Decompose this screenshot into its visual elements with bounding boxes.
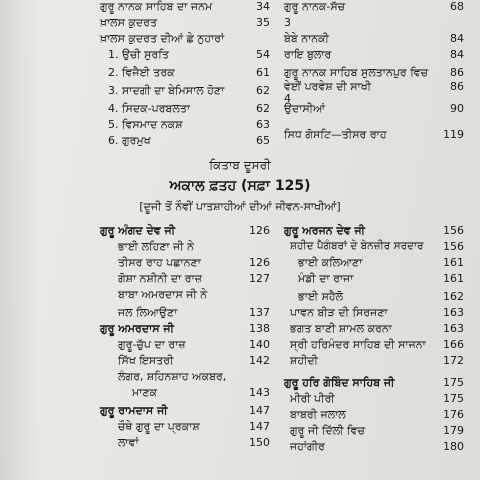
toc-page-number: 163 [443,322,464,335]
toc-page-number: 179 [443,424,464,437]
toc-page-number: 119 [443,128,464,141]
toc-page-number: 163 [443,306,464,319]
toc-page-number: 61 [256,66,270,79]
toc-page-number: 176 [443,408,464,421]
toc-page-number: 86 [450,66,464,79]
toc-entry: ਬਾਬਰੀ ਜਲਾਲ [290,408,346,421]
toc-page-number: 142 [249,354,270,367]
toc-entry: ਗੋਸ਼ਾ ਨਸ਼ੀਨੀ ਦਾ ਰਾਜ਼ [118,272,202,285]
toc-page-number: 161 [443,272,464,285]
toc-page-number: 62 [256,102,270,115]
toc-page-number: 65 [256,134,270,147]
toc-guru-heading: ਗੁਰੂ ਹਰਿ ਗੋਬਿੰਦ ਸਾਹਿਬ ਜੀ [284,376,395,389]
toc-page-number: 54 [256,48,270,61]
toc-entry: ਪਾਵਨ ਬੀੜ ਦੀ ਸਿਰਜਣਾ [290,306,388,319]
toc-entry: ਗੁਰੂ ਜੀ ਦਿੱਲੀ ਵਿਚ [290,424,365,437]
toc-page-number: 180 [443,440,464,453]
toc-entry: ਜਹਾਂਗੀਰ [290,440,325,453]
toc-page-number: 150 [249,436,270,449]
toc-page-number: 35 [256,16,270,29]
toc-page-number: 156 [443,240,464,253]
toc-entry: ਰਾਇ ਬੁਲਾਰ [284,48,332,61]
toc-page-number: 84 [450,32,464,45]
toc-entry: ਸ਼ਹੀਦੀ [290,354,318,367]
toc-entry: 5. ਵਿਸਮਾਦ ਨਕਸ਼ [108,118,183,131]
toc-page-number: 147 [249,420,270,433]
toc-page-number: 86 [450,80,464,93]
toc-page-number: 126 [249,224,270,237]
toc-entry: ਉਦਾਸੀਆਂ [284,102,326,115]
toc-entry: ਲੰਗਰ, ਸ਼ਹਿਨਸ਼ਾਹ ਅਕਬਰ, [118,370,227,383]
toc-entry: ਗੁਰੂ-ਚੁੱਪ ਦਾ ਰਾਜ਼ [118,338,186,351]
toc-section-number: 4 [284,92,291,105]
toc-entry: ਸ੍ਰੀ ਹਰਿਮੰਦਰ ਸਾਹਿਬ ਦੀ ਸਾਜਨਾ [290,338,426,351]
toc-page-number: 161 [443,256,464,269]
toc-guru-heading: ਗੁਰੂ ਅਰਜਨ ਦੇਵ ਜੀ [284,224,365,237]
toc-entry: ਚੌਥੇ ਗੁਰੂ ਦਾ ਪ੍ਰਕਾਸ਼ [118,420,200,433]
toc-page-number: 140 [249,338,270,351]
toc-guru-heading: ਗੁਰੂ ਅੰਗਦ ਦੇਵ ਜੀ [100,224,176,237]
toc-entry: ਮੀਰੀ ਪੀਰੀ [290,392,335,405]
toc-entry: 3. ਸਾਦਗੀ ਦਾ ਬੇਮਿਸਾਲ ਹੋਣਾ [108,84,225,97]
book-label: ਕਿਤਾਬ ਦੂਸਰੀ [209,158,271,172]
toc-entry: ਸਿੱਖ ਇਸਤਰੀ [118,354,174,367]
toc-entry: ਸ਼ਹੀਦ ਪੈਗੰਬਰਾਂ ਦੇ ਬੇਨਜ਼ੀਰ ਸਰਦਾਰ [290,240,424,252]
toc-entry: ਗੁਰੂ ਨਾਨਕ ਸਾਹਿਬ ਦਾ ਜਨਮ [100,0,213,13]
toc-entry: ਭਗਤ ਬਾਣੀ ਸ਼ਾਮਲ ਕਰਨਾ [290,322,392,335]
toc-page-number: 156 [443,224,464,237]
toc-page-number: 172 [443,354,464,367]
toc-page-number: 166 [443,338,464,351]
toc-entry: ਗੁਰੂ ਨਾਨਕ ਸਾਹਿਬ ਸੁਲਤਾਨਪੁਰ ਵਿਚ [284,66,429,79]
toc-entry: ਭਾਈ ਸਹੈਲੋ [298,290,344,303]
toc-entry: ਮੰਡੀ ਦਾ ਰਾਜਾ [298,272,354,285]
toc-page-number: 90 [450,102,464,115]
toc-page-number: 162 [443,290,464,303]
toc-page-number: 63 [256,118,270,131]
toc-entry: ਬੇਬੇ ਨਾਨਕੀ [284,32,329,45]
book-title: ਅਕਾਲ ਫ਼ਤਹ (ਸਫ਼ਾ 125) [169,178,311,194]
toc-page-number: 147 [249,404,270,417]
toc-entry: ਜਲ ਲਿਆਉਣਾ [118,306,178,319]
toc-guru-heading: ਗੁਰੂ ਰਾਮਦਾਸ ਜੀ [100,404,168,417]
toc-entry: ਤੀਸਰ ਰਾਹ ਪਛਾਨਣਾ [118,256,201,269]
toc-section-number: 3 [284,16,291,29]
toc-entry: 2. ਵਿਜੈਈ ਤਰਕ [108,66,175,79]
toc-page-number: 143 [249,386,270,399]
toc-entry: ਗੁਰੂ ਨਾਨਕ-ਸੱਚ [284,0,346,13]
toc-entry: ਖ਼ਾਲਸ ਕੁਦਰਤ [100,16,158,29]
toc-page-number: 127 [249,272,270,285]
toc-entry: ਭਾਈ ਲਹਿਣਾ ਜੀ ਨੇ [118,240,194,253]
toc-page-number: 175 [443,376,464,389]
toc-entry: ਵੇਈਂ ਪਰਵੇਸ਼ ਦੀ ਸਾਖੀ [284,80,372,93]
page-gutter-shadow [0,0,40,480]
book-subtitle: [ਦੂਜੀ ਤੋਂ ਨੌਵੀਂ ਪਾਤਸ਼ਾਹੀਆਂ ਦੀਆਂ ਜੀਵਨ-ਸਾਖੀਆਂ] [139,200,341,213]
toc-page-number: 138 [249,322,270,335]
toc-guru-heading: ਗੁਰੂ ਅਮਰਦਾਸ ਜੀ [100,322,174,335]
toc-page-number: 84 [450,48,464,61]
toc-page-number: 34 [256,0,270,13]
toc-entry: 6. ਗੁਰਮੁਖ [108,134,151,147]
toc-page-number: 175 [443,392,464,405]
toc-entry: ਖ਼ਾਲਸ ਕੁਦਰਤ ਦੀਆਂ ਛੇ ਨੁਹਾਰਾਂ [100,32,225,45]
toc-entry: ਮਾਣਕ [132,386,158,399]
toc-entry: ਭਾਈ ਕਲਿਆਣਾ [298,256,363,269]
toc-entry: ਬਾਬਾ ਅਮਰਦਾਸ ਜੀ ਨੇ [118,288,208,301]
toc-page-number: 126 [249,256,270,269]
toc-entry: 1. ਉਚੀ ਸੁਰਤਿ [108,48,169,61]
toc-entry: ਲਾਵਾਂ [118,436,139,449]
toc-page-number: 137 [249,306,270,319]
toc-entry: ਸਿਧ ਗੋਸਟਿ—ਤੀਸਰ ਰਾਹ [284,128,387,141]
toc-page-number: 68 [450,0,464,13]
toc-page-number: 62 [256,84,270,97]
toc-entry: 4. ਸਿਦਕ-ਪਰਬਲਤਾ [108,102,191,115]
